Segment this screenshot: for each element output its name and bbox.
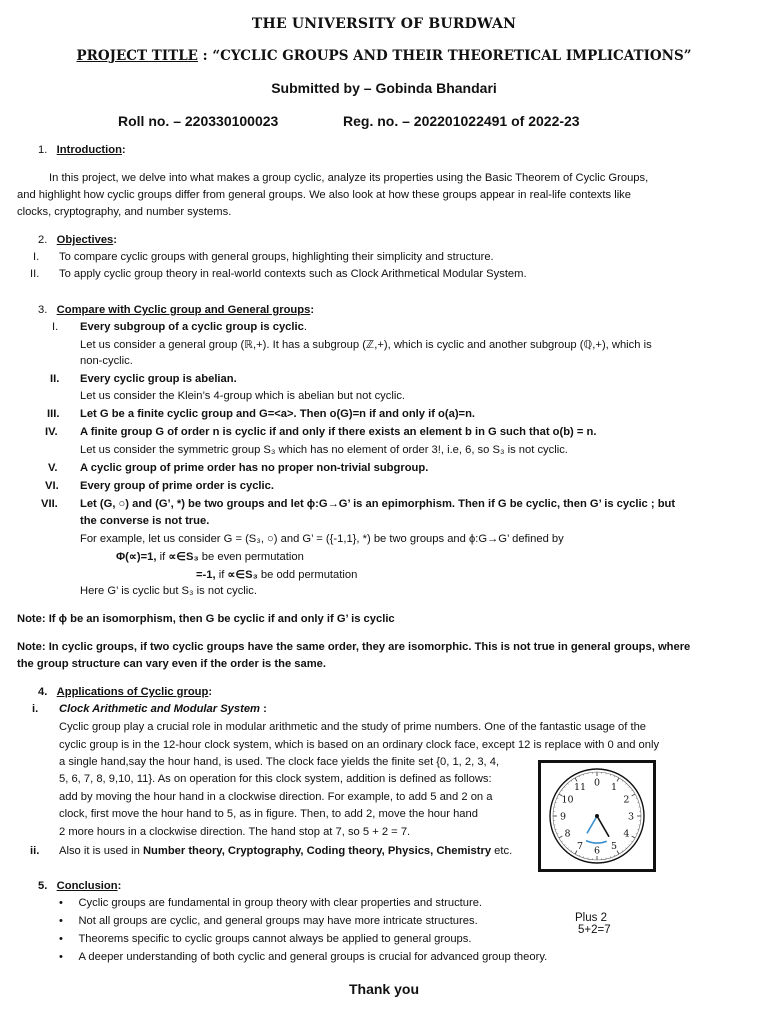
roll-number: Roll no. – 220330100023 [118,113,279,129]
map-2-if: if [215,569,228,581]
compare-ii-statement: Every cyclic group is abelian. [80,373,237,385]
registration-number: Reg. no. – 202201022491 of 2022-23 [343,113,580,129]
compare-ii-line-1: Let us consider the Klein’s 4-group which is abelian but not cyclic. [80,390,406,402]
compare-i-num: I. [52,321,59,333]
objective-1-text: To compare cyclic groups with general groups, highlighting their simplicity and structure. [59,251,494,263]
applications-ii-fields: Number theory, Cryptography, Coding theory, Physics, Chemistry [142,845,492,857]
clock-center-pin [595,814,599,818]
clock-figure [538,760,656,872]
clock-number-1: 1 [610,782,618,794]
clock-number-0: 0 [593,777,601,789]
project-title [0,48,768,64]
applications-line-4: 5, 6, 7, 8, 9,10, 11}. As on operation for this clock system, addition is defined as follows: [59,773,492,785]
applications-ii-num: ii. [30,845,40,857]
clock-number-11: 11 [573,782,587,794]
conclusion-bullet-4: • A deeper understanding of both cyclic and general groups is crucial for advanced group theory. [59,951,548,963]
applications-line-5: add by moving the hour hand in a clockwise direction. For example, to add 5 and 2 on a [59,791,493,803]
map-1-if: if [156,551,169,563]
applications-ii-prefix: Also it is used in [59,845,143,857]
submitted-by: Submitted by – Gobinda Bhandari [271,80,497,96]
clock-number-10: 10 [561,794,574,806]
objective-1-num: I. [33,251,40,263]
intro-line-1: In this project, we delve into what makes a group cyclic, analyze its properties using the Basic Theorem of Cyclic Groups, [49,172,649,184]
map-1-lhs: Φ(∝)=1, [116,551,157,563]
map-1-desc: be even permutation [198,551,304,563]
university-name: THE UNIVERSITY OF BURDWAN [251,16,517,32]
note-2-line-2: the group structure can vary even if the order is the same. [17,658,326,670]
compare-vi-num: VI. [45,480,59,492]
project-title-label: PROJECT TITLE [76,48,198,64]
compare-heading: 3. Compare with Cyclic group and General groups: [38,304,315,316]
conclusion-heading: 5. Conclusion: [38,880,122,892]
compare-vii-line-1: For example, let us consider G = (S₃, ○) and G’ = ({-1,1}, *) be two groups and ϕ:G→G’ defined by [80,533,564,545]
clock-face [541,763,653,869]
compare-iv-statement: A finite group G of order n is cyclic if and only if there exists an element b in G such that o(b) = n. [80,426,597,438]
compare-i-line-1: Let us consider a general group (ℝ,+). It has a subgroup (ℤ,+), which is cyclic and another subgroup (ℚ,+), which is [80,339,652,351]
project-title-text: : “CYCLIC GROUPS AND THEIR THEORETICAL IMPLICATIONS” [197,48,692,64]
conclusion-bullet-1-text: Cyclic groups are fundamental in group theory with clear properties and structure. [78,897,483,909]
clock-number-3: 3 [627,811,635,823]
applications-ii-text [59,845,512,857]
compare-vii-map-2 [196,568,357,581]
objective-2-text: To apply cyclic group theory in real-world contexts such as Clock Arithmetical Modular System. [59,268,527,280]
compare-iii-statement: Let G be a finite cyclic group and G=<a>. Then o(G)=n if and only if o(a)=n. [80,408,476,420]
map-1-cond: ∝∈S₃ [168,551,199,563]
note-2-line-1: Note: In cyclic groups, if two cyclic groups have the same order, they are isomorphic. This is not true in general groups, where [17,641,691,653]
compare-iv-num: IV. [45,426,58,438]
conclusion-title: Conclusion [56,880,118,892]
conclusion-bullet-4-text: A deeper understanding of both cyclic and general groups is crucial for advanced group theory. [78,951,548,963]
objectives-heading: 2. Objectives: [38,234,117,246]
compare-title: Compare with Cyclic group and General groups [56,304,311,316]
applications-num: 4. [38,686,48,698]
applications-i-colon: : [260,703,267,715]
compare-vii-statement-2: the converse is not true. [80,515,210,527]
intro-line-3: clocks, cryptography, and number systems. [17,206,232,218]
compare-iii-num: III. [47,408,60,420]
applications-i-num: i. [32,703,39,715]
compare-ii-num: II. [50,373,60,385]
applications-i-title: Clock Arithmetic and Modular System [59,703,261,715]
applications-line-6: clock, first move the hour hand to 5, as in figure. Then, to add 2, move the hour hand [59,808,478,820]
compare-vi-statement: Every group of prime order is cyclic. [80,480,274,492]
clock-number-5: 5 [610,840,618,852]
conclusion-bullet-3-text: Theorems specific to cyclic groups cannot always be applied to general groups. [78,933,472,945]
compare-i-line-2: non-cyclic. [80,355,133,367]
conclusion-bullet-3: • Theorems specific to cyclic groups cannot always be applied to general groups. [59,933,472,945]
conclusion-num: 5. [38,880,48,892]
map-2-lhs: =-1, [196,569,216,581]
compare-v-statement: A cyclic group of prime order has no proper non-trivial subgroup. [80,462,429,474]
thank-you: Thank you [348,981,419,997]
objectives-num: 2. [38,234,48,246]
compare-i-statement: Every subgroup of a cyclic group is cyclic. [80,321,307,333]
compare-i-bold: Every subgroup of a cyclic group is cyclic [80,321,304,333]
map-2-cond: ∝∈S₃ [227,569,258,581]
intro-heading: 1. Introduction: [38,144,126,156]
intro-title: Introduction [56,144,122,156]
clock-number-9: 9 [559,811,567,823]
objectives-title: Objectives [56,234,114,246]
applications-line-2: cyclic group is in the 12-hour clock system, which is based on an ordinary clock face, except 12 is replace with 0 and only [59,739,660,751]
applications-line-1: Cyclic group play a crucial role in modular arithmetic and the study of prime numbers. One of the fantastic usage of the [59,721,647,733]
objective-2-num: II. [30,268,40,280]
applications-heading: 4. Applications of Cyclic group: [38,686,213,698]
applications-title: Applications of Cyclic group [56,686,209,698]
clock-number-4: 4 [623,828,630,840]
compare-vii-map-1 [116,550,304,563]
applications-line-7: 2 more hours in a clockwise direction. The hand stop at 7, so 5 + 2 = 7. [59,826,411,838]
clock-number-8: 8 [564,828,571,840]
applications-i-heading [59,703,267,715]
note-1: Note: If ϕ be an isomorphism, then G be cyclic if and only if G’ is cyclic [17,613,395,625]
map-2-desc: be odd permutation [257,569,358,581]
clock-number-6: 6 [593,845,601,857]
compare-vii-num: VII. [41,498,58,510]
intro-num: 1. [38,144,48,156]
clock-number-7: 7 [576,840,584,852]
compare-iv-line-1: Let us consider the symmetric group S₃ which has no element of order 3!, i.e, 6, so S₃ is not cyclic. [80,444,568,456]
conclusion-bullet-1: • Cyclic groups are fundamental in group theory with clear properties and structure. [59,897,483,909]
applications-line-3: a single hand,say the hour hand, is used. The clock face yields the finite set {0, 1, 2, 3, 4, [59,756,500,768]
clock-number-2: 2 [623,794,630,806]
conclusion-bullet-2: • Not all groups are cyclic, and general groups may have more intricate structures. [59,915,478,927]
conclusion-bullet-2-text: Not all groups are cyclic, and general groups may have more intricate structures. [78,915,478,927]
applications-ii-suffix: etc. [491,845,513,857]
clock-caption-equation: 5+2=7 [578,924,611,936]
clock-caption-plus-two: Plus 2 [575,912,607,924]
intro-line-2: and highlight how cyclic groups differ from general groups. We also look at how these groups appear in real-life contexts like [17,189,631,201]
compare-v-num: V. [48,462,58,474]
compare-num: 3. [38,304,48,316]
compare-vii-line-2: Here G’ is cyclic but S₃ is not cyclic. [80,585,257,597]
compare-vii-statement-1: Let (G, ○) and (G’, *) be two groups and let ϕ:G→G’ is an epimorphism. Then if G be cyclic, then G’ is cyclic ; but [80,498,676,510]
